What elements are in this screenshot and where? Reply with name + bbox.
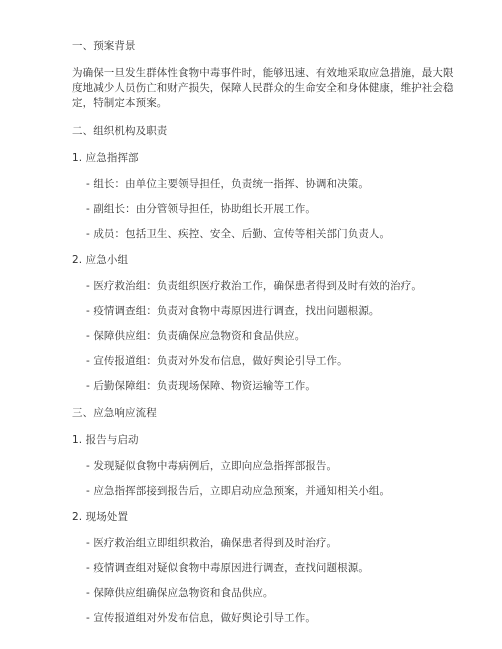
paragraph-line: 定，特制定本预案。 [72, 97, 168, 109]
list-item: - 宣传报道组对外发布信息，做好舆论引导工作。 [86, 612, 316, 624]
section-heading-organization: 二、组织机构及职责 [72, 125, 168, 137]
section-heading-background: 一、预案背景 [72, 40, 136, 52]
list-item: - 医疗救治组：负责组织医疗救治工作，确保患者得到及时有效的治疗。 [86, 280, 422, 292]
list-item: - 应急指挥部接到报告后，立即启动应急预案，并通知相关小组。 [86, 485, 391, 497]
list-item: - 宣传报道组：负责对外发布信息，做好舆论引导工作。 [86, 355, 348, 367]
list-item: - 发现疑似食物中毒病例后，立即向应急指挥部报告。 [86, 460, 338, 472]
list-item: - 保障供应组：负责确保应急物资和食品供应。 [86, 330, 306, 342]
list-item: - 疫情调查组：负责对食物中毒原因进行调查，找出问题根源。 [86, 305, 380, 317]
list-item: - 后勤保障组：负责现场保障、物资运输等工作。 [86, 380, 316, 392]
paragraph-line: 为确保一旦发生群体性食物中毒事件时，能够迅速、有效地采取应急措施，最大限 [72, 67, 454, 79]
list-item: - 副组长：由分管领导担任，协助组长开展工作。 [86, 203, 316, 215]
list-item: - 成员：包括卫生、疾控、安全、后勤、宣传等相关部门负责人。 [86, 228, 391, 240]
list-item: - 组长：由单位主要领导担任，负责统一指挥、协调和决策。 [86, 178, 369, 190]
subheading-teams: 2. 应急小组 [72, 254, 129, 266]
paragraph-line: 度地减少人员伤亡和财产损失，保障人民群众的生命安全和身体健康，维护社会稳 [72, 82, 454, 94]
subheading-command: 1. 应急指挥部 [72, 152, 139, 164]
list-item: - 保障供应组确保应急物资和食品供应。 [86, 587, 274, 599]
list-item: - 医疗救治组立即组织救治，确保患者得到及时治疗。 [86, 537, 338, 549]
subheading-report: 1. 报告与启动 [72, 434, 139, 446]
section-heading-response: 三、应急响应流程 [72, 407, 157, 419]
list-item: - 疫情调查组对疑似食物中毒原因进行调查，查找问题根源。 [86, 562, 369, 574]
subheading-onsite: 2. 现场处置 [72, 511, 129, 523]
